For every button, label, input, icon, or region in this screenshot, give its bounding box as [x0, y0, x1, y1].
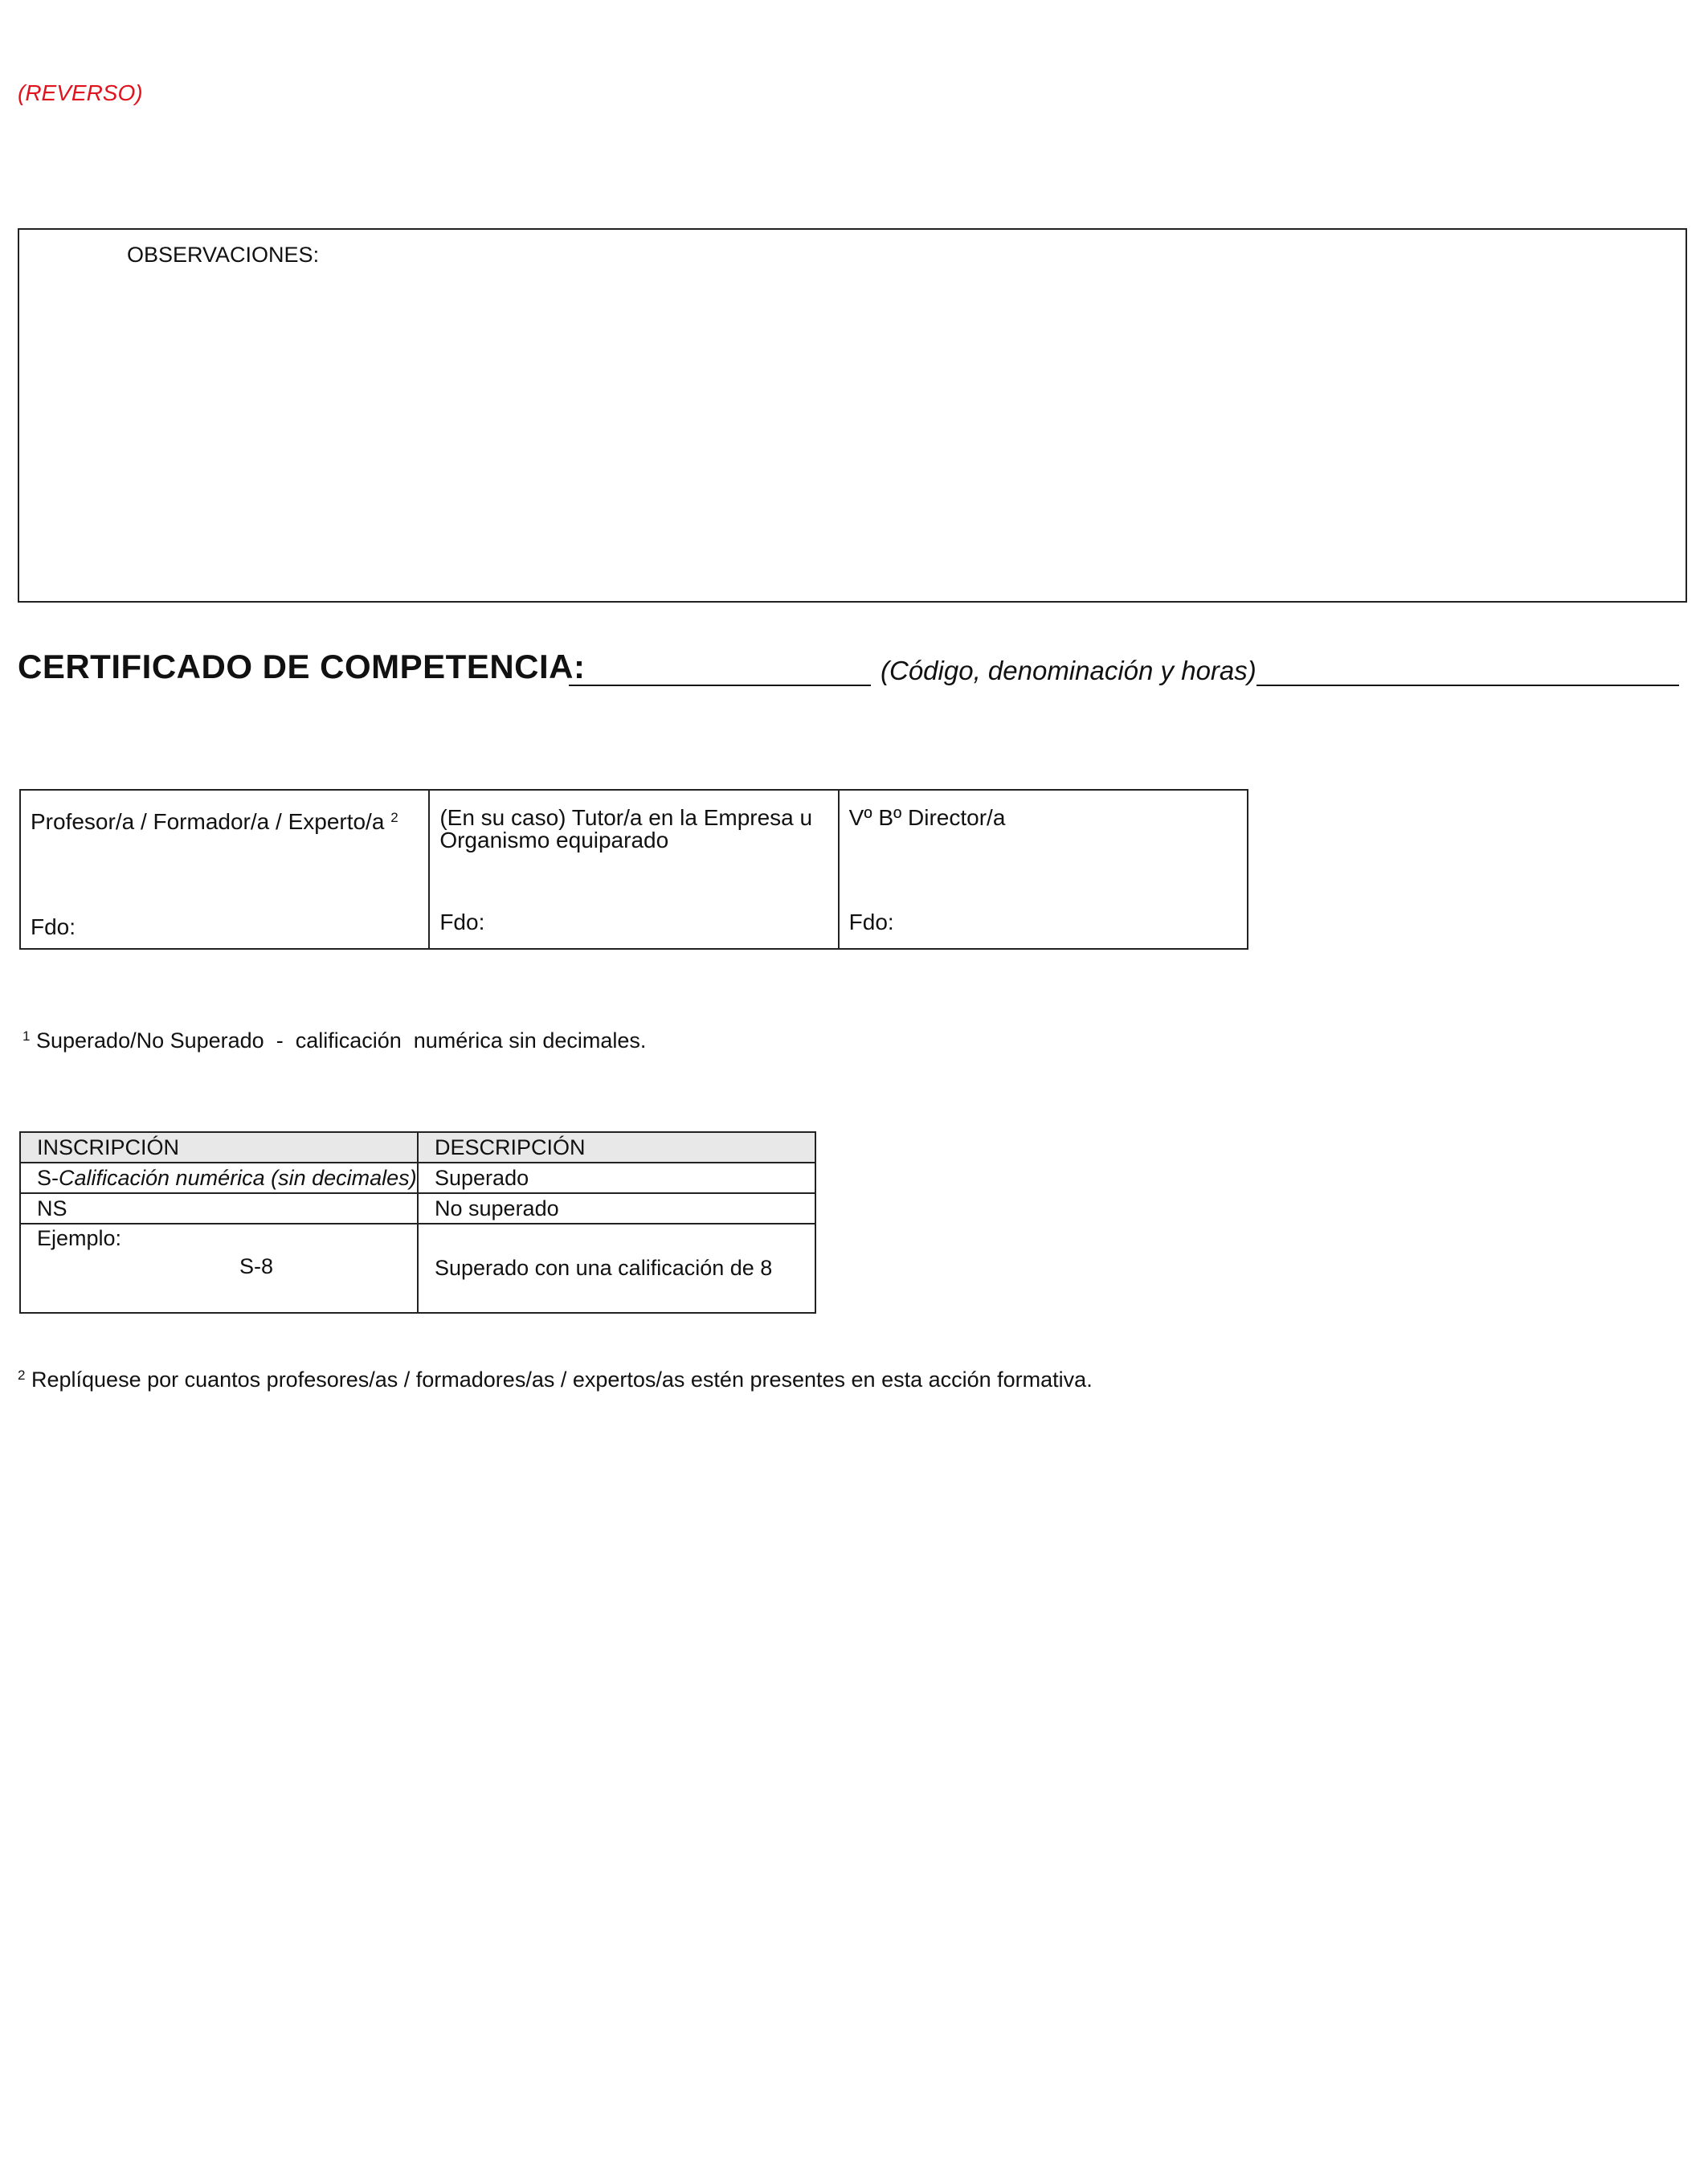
signature-cell-director[interactable]: [839, 790, 1248, 949]
certificate-blank-line-right[interactable]: [1256, 685, 1679, 686]
footnote-2: $^2$ Replíquese por cuantos profesores/as / formadores/as / expertos/as estén presentes en esta acción formativa.: [18, 1368, 1093, 1392]
legend-code: S-Calificación numérica (sin decimales): [20, 1163, 418, 1193]
table-row: [20, 1193, 815, 1224]
observations-box[interactable]: [18, 228, 1687, 603]
signature-fdo-teacher: Fdo:: [31, 914, 76, 939]
legend-table: [19, 1131, 816, 1314]
signature-table: [19, 789, 1248, 950]
legend-description: No superado: [418, 1193, 815, 1224]
certificate-hint: (Código, denominación y horas): [881, 656, 1256, 685]
signature-cell-teacher[interactable]: [20, 790, 429, 949]
legend-header-description: DESCRIPCIÓN: [418, 1132, 815, 1163]
legend-header-inscription: INSCRIPCIÓN: [20, 1132, 418, 1163]
signature-fdo-director: Fdo:: [848, 910, 894, 934]
reverso-label: (REVERSO): [18, 80, 143, 105]
signature-heading-director: Vº Bº Director/a: [848, 805, 1006, 830]
legend-code-example: Ejemplo: S-8: [20, 1224, 418, 1313]
legend-description: Superado con una calificación de 8: [418, 1224, 815, 1313]
observations-label: OBSERVACIONES:: [127, 243, 320, 267]
legend-example-value: S-8: [239, 1254, 274, 1278]
legend-code: NS: [20, 1193, 418, 1224]
signature-fdo-tutor: Fdo:: [439, 910, 485, 934]
signature-heading-tutor: (En su caso) Tutor/a en la Empresa u Organismo equiparado: [439, 805, 813, 852]
signature-cell-tutor[interactable]: [429, 790, 838, 949]
table-row: [20, 1224, 815, 1313]
certificate-blank-line-left[interactable]: [569, 685, 871, 686]
footnote-1: $^1$ Superado/No Superado - calificación numérica sin decimales.: [22, 1028, 647, 1053]
signature-heading-teacher: Profesor/a / Formador/a / Experto/a $^2$: [31, 809, 398, 834]
certificate-title: CERTIFICADO DE COMPETENCIA:: [18, 648, 586, 685]
table-row: [20, 1163, 815, 1193]
legend-description: Superado: [418, 1163, 815, 1193]
